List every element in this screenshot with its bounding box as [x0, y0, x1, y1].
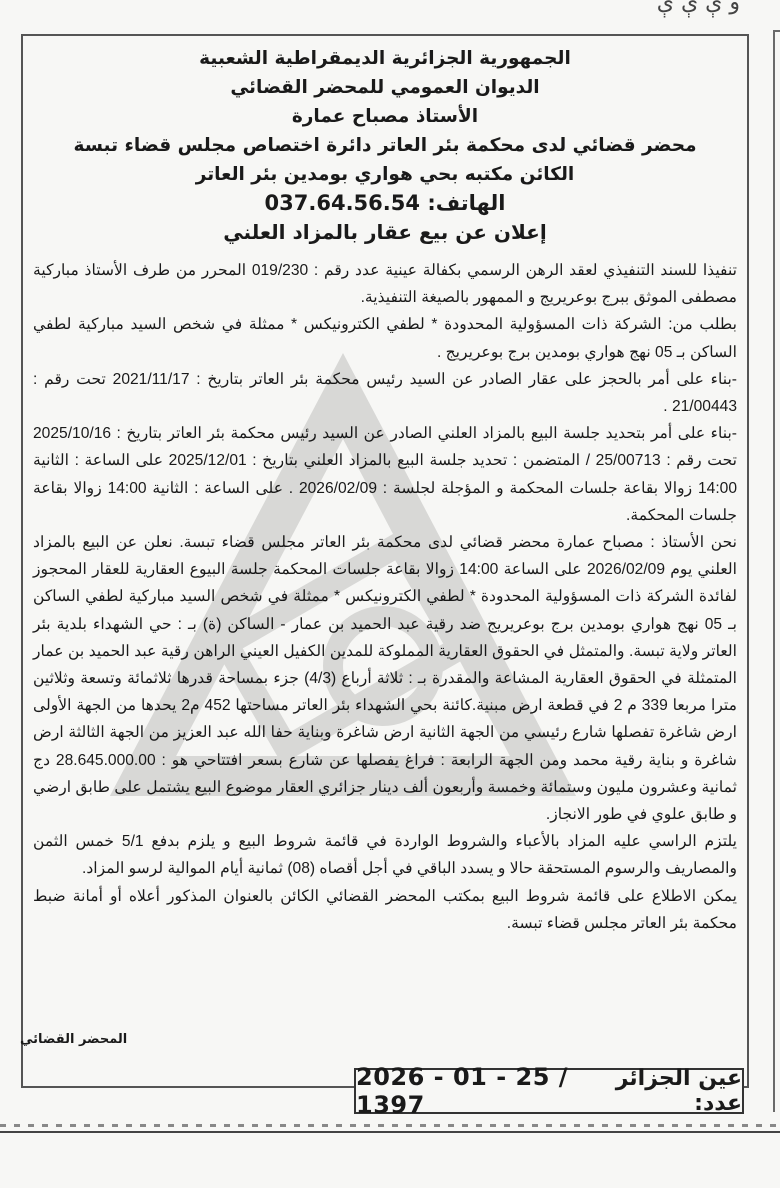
office-address: الكائن مكتبه بحي هواري بومدين بئر العاتر [195, 164, 575, 185]
paragraph-auction-details: نحن الأستاذ : مصباح عمارة محضر قضائي لدى محكمة بئر العاتر مجلس قضاء تبسة. نعلن عن البيع بالمزاد العلني يوم 2026/02/09 على الساعة 14:00 زوالا بقاعة جلسات المحكمة جلسة البيوع العقارية للعقار المحجوز لفائدة الشركة ذات المسؤولية المحدودة * لطفي الكترونيكس * ممثلة في شخص السيد مباركية لطفي الساكن بـ 05 نهج هواري بومدين برج بوعريريج ضد رقية عبد الحميد بن عمار - الساكن (ة) بـ : حي الشهداء بلدية بئر العاتر ولاية تبسة. والمتمثل في الحقوق العقارية المملوكة للمدين الكفيل العيني الراهن رقية عبد الحميد بن عمار المتمثلة في الحقوق العقارية المشاعة والمقدرة بـ : ثلاثة أرباع (4/3) جزء بمساحة قدرها ثلاثمائة وتسعة وثلاثين مترا مربعا 339 م 2 في قطعة ارض مبنية.كائنة بحي الشهداء بئر العاتر مساحتها 452 م2 يحدها من الجهة الأولى ارض شاغرة تفصلها شارع رئيسي من الجهة الثانية ارض شاغرة وبناية حفا الله عبد العزيز من الجهة الثالثة ارض شاغرة و بناية رقية محمد ومن الجهة الرابعة : فراغ يفصلها عن شارع بسعر افتتاحي هو : 28.645.000.00 دج ثمانية وعشرون مليون وستمائة وخمسة وأربعون ألف دينار جزائري العقار موضوع البيع يشتمل على طابق ارضي و طابق علوي في طور الانجاز. [33, 534, 738, 824]
court-jurisdiction: محضر قضائي لدى محكمة بئر العاتر دائرة اختصاص مجلس قضاء تبسة [73, 135, 697, 156]
office-name: الديوان العمومي للمحضر القضائي [230, 77, 540, 98]
notice-body [23, 247, 747, 937]
notice-header [23, 36, 747, 247]
bailiff-name: الأستاذ مصباح عمارة [291, 106, 479, 127]
issue-label: عين الجزائر عدد: [615, 1066, 742, 1116]
phone-label: الهاتف: [427, 191, 506, 215]
phone-number: 037.64.56.54 [264, 191, 420, 215]
issue-number: 2026 - 01 - 25 / 1397 [356, 1063, 569, 1119]
paragraph-consultation: يمكن الاطلاع على قائمة شروط البيع بمكتب المحضر القضائي الكائن بالعنوان المذكور أعلاه أو أمانة ضبط محكمة بئر العاتر مجلس قضاء تبسة. [33, 887, 737, 932]
notice-title: إعلان عن بيع عقار بالمزاد العلني [223, 220, 547, 244]
issue-reference-box [354, 1063, 744, 1119]
republic-name: الجمهورية الجزائرية الديمقراطية الشعبية [199, 48, 571, 69]
paragraph-seizure-order: -بناء على أمر بالحجز على عقار الصادر عن السيد رئيس محكمة بئر العاتر بتاريخ : 2021/11/17 تحت رقم : 21/00443 . [33, 370, 737, 416]
page-divider [0, 1121, 780, 1133]
adjacent-column-border [773, 30, 780, 1112]
paragraph-session-order: -بناء على أمر بتحديد جلسة البيع بالمزاد العلني الصادر عن السيد رئيس محكمة بئر العاتر بتاريخ : 2025/10/16 تحت رقم : 25/00713 / المتضمن : تحديد جلسة البيع بالمزاد العلني بتاريخ : 2025/12/01 على الساعة : الثانية 14:00 زوالا بقاعة جلسات المحكمة و المؤجلة لجلسة : 2026/02/09 . على الساعة : الثانية 14:00 زوالا بقاعة جلسات المحكمة. [33, 425, 737, 524]
signature-bailiff: المحضر القضائي [20, 1032, 128, 1047]
top-text-fragment: و ې ې ې [656, 0, 740, 15]
legal-notice-box [21, 34, 749, 1088]
paragraph-enforcement-title: تنفيذا للسند التنفيذي لعقد الرهن الرسمي بكفالة عينية عدد رقم : 019/230 المحرر من طرف الأستاذ مباركية مصطفى الموثق ببرج بوعريريج و الممهور بالصيغة التنفيذية. [33, 262, 737, 307]
paragraph-buyer-obligations: يلتزم الراسي عليه المزاد بالأعباء والشروط الواردة في قائمة شروط البيع و يلزم بدفع 5/1 خمس الثمن والمصاريف والرسوم المستحقة حالا و يسدد الباقي في أجل أقصاه (08) ثمانية أيام الموالية لرسو المزاد. [33, 833, 737, 878]
paragraph-requesting-party: بطلب من: الشركة ذات المسؤولية المحدودة * لطفي الكترونيكس * ممثلة في شخص السيد مباركية لطفي الساكن بـ 05 نهج هواري بومدين برج بوعريريج . [33, 316, 737, 361]
previous-page-fragment [0, 0, 780, 30]
phone-line [23, 189, 747, 218]
